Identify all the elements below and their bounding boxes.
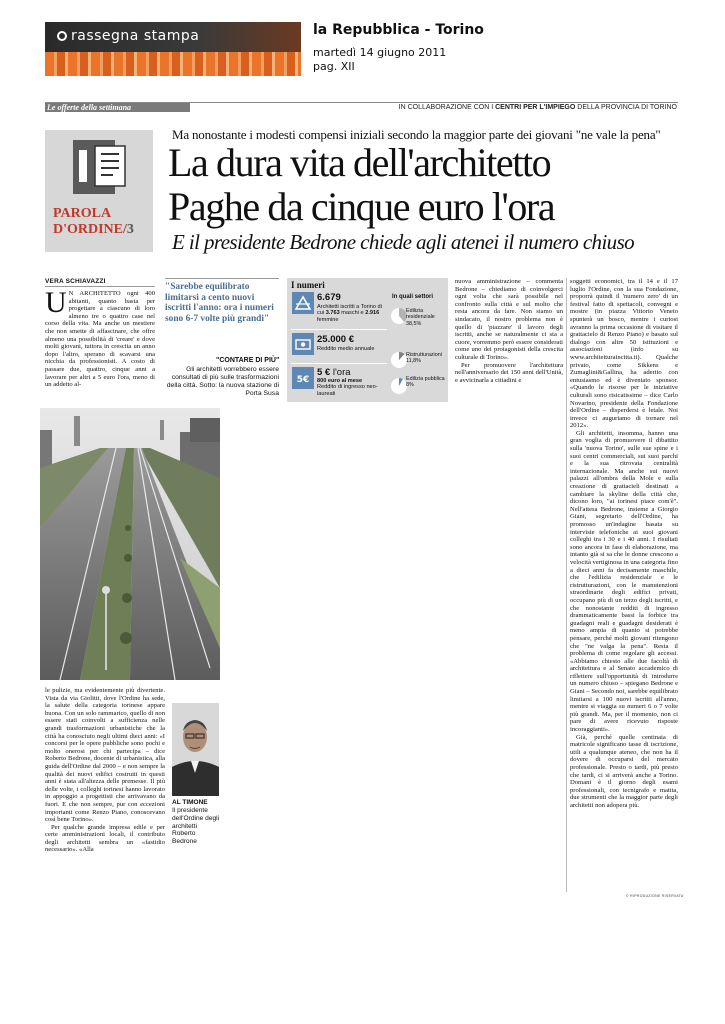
badge-line2-text: D'ORDINE/	[53, 222, 127, 237]
dropcap: U	[45, 286, 67, 319]
photo-caption: Gli architetti vorrebbero essere consultati di più sulle trasformazioni della città. Sotto: la nuova stazione di Porta Susa	[166, 366, 279, 397]
banner-logo	[57, 28, 199, 44]
slice-2-label: Edilizia pubblica	[406, 376, 445, 382]
headline-title-line2: Paghe da cinque euro l'ora	[168, 184, 555, 229]
stat3-desc-text: Reddito di ingresso neo-laureati	[317, 384, 378, 397]
stat2-value: 25.000 €	[317, 334, 354, 345]
porta-susa-photo	[40, 408, 220, 680]
stat3-number: 5 €	[317, 367, 331, 378]
slice-label-pubblica	[406, 376, 445, 389]
slice-0-label: Edilizia residenziale	[406, 308, 435, 321]
numbers-title: I numeri	[291, 280, 325, 290]
caption-title: "CONTARE DI PIÙ"	[216, 357, 280, 364]
slice-0-value: 38,5%	[406, 320, 422, 327]
collaboration-label	[399, 103, 677, 112]
logo-circle-icon	[57, 31, 67, 41]
stat1-desc	[317, 304, 387, 323]
copyright-note: © RIPRODUZIONE RISERVATA	[626, 894, 684, 898]
column2-para2: Per qualche grande impresa edile e per certe amministrazioni locali, il contributo degli architetti sembra un «fastidio necessario». «Alla	[45, 823, 165, 854]
collab-post: DELLA PROVINCIA DI TORINO	[575, 104, 677, 111]
pie-title: In quali settori	[392, 294, 434, 300]
badge-number: 3	[126, 222, 134, 237]
byline: VERA SCHIAVAZZI	[45, 278, 106, 285]
stat3-desc	[317, 378, 387, 397]
newspaper-source: la Repubblica - Torino	[313, 22, 484, 38]
headline-subtitle: E il presidente Bedrone chiede agli atenei il numero chiuso	[172, 230, 635, 254]
publication-date: martedì 14 giugno 2011	[313, 46, 447, 59]
column4-para3: Già, perché quelle centinaia di matricole significano tasse di iscrizione, utili a qualunque ateneo, che non ha il dovere di occuparsi del mercato professionale. Presto o tardi, più presto che tardi, ci si arriverà anche a Torino. Domani è il giorno degli esami professionali, con tecnigrafo e matita, due strumenti che la maggior parte degli architetti non adopera più.	[570, 733, 678, 809]
column3-para2: Per promuovere l'architettura nell'anniversario dei 150 anni dell'Unità, e avvicinarla a cittadini e	[455, 361, 563, 384]
stat-separator	[291, 363, 387, 364]
stat3-unit: l'ora	[332, 367, 351, 378]
slice-label-residenziale	[406, 308, 448, 327]
architect-icon	[292, 292, 314, 314]
headline-title-line1: La dura vita dell'architetto	[168, 140, 551, 185]
headline-kicker: Ma nonostante i modesti compensi iniziali secondo la maggior parte dei giovani "ne vale la pena"	[172, 127, 661, 142]
slice-1-label: Ristrutturazioni	[406, 352, 442, 358]
euro-icon	[292, 333, 314, 355]
portrait-caption: Il presidente dell'Ordine degli architetti Roberto Bedrone	[172, 807, 220, 846]
page-number: pag. XII	[313, 60, 355, 73]
numbers-box	[287, 278, 448, 402]
stat1-desc-b: 3.763	[325, 310, 340, 317]
column-divider	[566, 278, 567, 892]
bedrone-portrait	[172, 703, 219, 796]
coin-icon	[292, 367, 314, 389]
stat3-value	[317, 367, 351, 378]
stat2-desc: Reddito medio annuale	[317, 346, 375, 352]
badge-line2	[53, 222, 134, 238]
column1-text: N ARCHITETTO ogni 400 abitanti, quanto basta per progettare a ciascuno di loro almeno tre o quattro case nel corso della vita. Ma anche un mestiere che non smette di affascinare, che offre almeno una possibilità di 'creare' e dove molti giovani, tuttora in crescita un anno dopo l'altro, sperano di scavarsi una nicchia da professionisti. A costo di passare due, quattro, cinque anni a lavorare per altri a 5 euro l'ora, meno di un addetto al-	[45, 290, 155, 389]
portrait-caption-title: AL TIMONE	[172, 799, 208, 806]
article-column-1	[45, 286, 155, 389]
article-column-3	[455, 278, 563, 384]
document-icon	[61, 136, 137, 202]
column2-para1: le pulizie, ma evidentemente più divertente. Vista da via Giolitti, dove l'Ordine ha sede, la salute della categoria torinese appare buona. Con un solo rammarico, quello di non essere stati coinvolti a sufficienza nelle grandi trasformazioni urbanistiche che la città ha conosciuto negli ultimi dieci anni: «I concorsi per le opere pubbliche sono pochi e molto onerosi per chi partecipa – dice Roberto Bedrone, docente di urbanistica, alla guida dell'Ordine dal 2000 – e non sempre la qualità dei nuovi edifici costruiti in questi anni è stata all'altezza delle premesse. Il più delle volte, i colleghi torinesi hanno lavorato in appoggio a progettisti che arrivavano da fuori. E che non sempre, pur con eccezioni importanti come Renzo Piano, conoscevano così bene Torino».	[45, 687, 165, 824]
article-column-2	[45, 687, 165, 854]
slice-1-value: 11,8%	[406, 358, 421, 365]
article-column-4	[570, 278, 678, 810]
stat1-desc-d: 2.916	[365, 310, 380, 317]
coin-icon-label: 5€	[296, 375, 310, 385]
stat1-value: 6.679	[317, 292, 341, 303]
slice-2-value: 8%	[406, 382, 414, 389]
stat3-desc-bold: 800 euro al mese	[317, 378, 363, 384]
rassegna-stampa-banner	[45, 22, 301, 76]
badge-line1: PAROLA	[53, 206, 112, 221]
stat1-desc-a: Architetti iscritti a Torino di cui	[317, 304, 382, 317]
quote-rule	[165, 278, 279, 279]
slice-label-ristrutturazioni	[406, 352, 442, 365]
banner-stripes	[45, 52, 301, 76]
collab-pre: IN COLLABORAZIONE CON I	[398, 104, 496, 111]
collab-bold: CENTRI PER L'IMPIEGO	[495, 104, 576, 111]
parola-d-ordine-badge	[45, 130, 153, 252]
banner-label: rassegna stampa	[71, 28, 200, 44]
stat-separator	[291, 329, 387, 330]
section-label: Le offerte della settimana	[45, 103, 190, 112]
column3-para1: nuova amministrazione – commenta Bedrone – chiediamo di coinvolgerci ogni volta che sarà possibile nel confronto sulla città e sul molto che resta ancora da fare. Non siamo un sindacato, il nostro problema non è quello di 'piazzare' il lavoro degli iscritti, anche se naturalmente ci sta a cuore, vorremmo però essere considerati come uno dei protagonisti della crescita culturale di Torino».	[455, 278, 563, 361]
pull-quote: "Sarebbe equilibrato limitarsi a cento nuovi iscritti l'anno: ora i numeri sono 6-7 volte più grandi"	[165, 282, 274, 324]
stat1-desc-e: femmine	[317, 316, 339, 323]
column4-para1: soggetti economici, tra il 14 e il 17 luglio l'Ordine, con la sua Fondazione, proporrà quindi il 'numero zero' di un festival fatto di spettacoli, convegni e mostre (in piazza Vittorio Veneto spunterà un bosco, mentre i curiosi avranno la prima occasione di visitare il grattacielo di Renzo Piano) e basato sul dialogo con altre 50 istituzioni e associazioni (info su www.architetturaincitta.it). Qualche privato, come Sikkens e Zumaglini&Gallina, ha aderito con entusiasmo ed è diventato sponsor. «Quando le risorse per le iniziative culturali sono risicatissime – dice Carlo Novarino, presidente della Fondazione dell'Ordine – disperdersi è letale. Noi invece ci auguriamo di tornare nel 2012».	[570, 278, 678, 430]
column4-para2: Gli architetti, insomma, hanno una gran voglia di promuovere il dibattito sulla 'nuova Torino', sulle sue spine e i suoi centri commerciali, sui suoi parchi e la sua ritrovata centralità internazionale. Ma anche sui nuovi palazzi all'ombra della Mole e sulla creazione di grattacieli destinati a cambiare la skyline della città che, dicono loro, "ai torinesi piace com'è". Nell'attesa Bedrone, insieme a Giorgio Giani, segretario dell'Ordine, ha promosso un'indagine basata su interviste telefoniche ai suoi giovani colleghi tra i 30 e i 40 anni. I risultati sono ancora in fase di elaborazione, ma intanto già si sa che le donne crescono a velocità vertiginosa in una categoria fino a dieci anni fa decisamente maschile, che l'edilizia residenziale e le ristrutturazioni, con le manutenzioni straordinarie degli edifici privati, occupano più di un terzo degli iscritti, e che nonostante redditi di ingresso drammaticamente bassi la forbice tra guadagni reali e guadagni desiderati è meno ampia di quanto si potrebbe pensare, perché molti giovani ritengono che "ne valga la pena". Resta il problema di come regolare gli accessi. «Abbiamo chiesto alle due facoltà di architettura e al Senato accademico di riflettere sull'opportunità di introdurre un numero chiuso – spiegano Bedrone e Giani – Secondo noi, sarebbe equilibrato limitarsi a 100 nuovi iscritti all'anno, mentre si viaggia su numeri 6 o 7 volte più grandi. Ma, per il momento, non ci pare di avere ricevuto risposte incoraggianti».	[570, 429, 678, 734]
stat1-desc-c: maschi e	[339, 310, 366, 317]
